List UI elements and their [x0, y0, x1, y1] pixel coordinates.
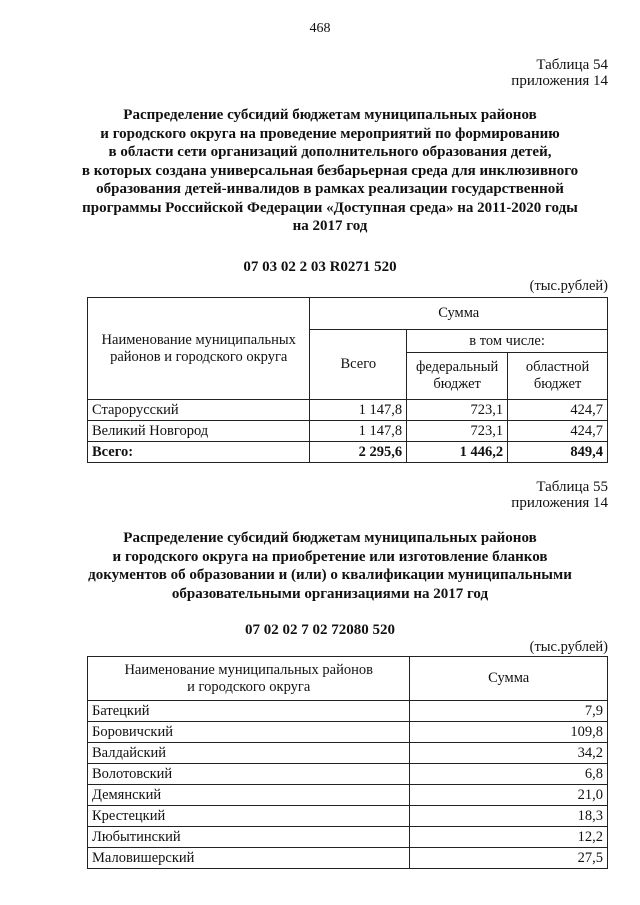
cell-federal: 1 446,2: [407, 442, 508, 463]
cell-federal: 723,1: [407, 421, 508, 442]
cell-sum: 18,3: [410, 806, 608, 827]
title-line: на 2017 год: [292, 218, 368, 234]
cell-sum: 34,2: [410, 743, 608, 764]
table55-code: 07 02 02 7 02 72080 520: [245, 622, 395, 638]
title-line: в которых создана универсальная безбарьерная среда для инклюзивного: [81, 162, 579, 179]
cell-regional: 849,4: [508, 442, 608, 463]
cell-name: Всего:: [88, 442, 310, 463]
title-line: образования детей-инвалидов в рамках реализации государственной: [96, 181, 564, 197]
header-regional: областной бюджет: [508, 353, 608, 400]
table54-code: 07 03 02 2 03 R0271 520: [243, 259, 397, 275]
title-line: Распределение субсидий бюджетам муниципальных районов: [123, 107, 537, 123]
title-line: и городского округа на проведение мероприятий по формированию: [100, 125, 560, 142]
header-name-line: Наименование муниципальных районов: [124, 661, 373, 678]
appendix-label: приложения 14: [511, 495, 608, 511]
cell-total: 2 295,6: [310, 442, 407, 463]
cell-sum: 7,9: [410, 701, 608, 722]
table54-title: [60, 106, 600, 236]
table-row: [88, 764, 608, 785]
cell-name: Любытинский: [88, 827, 410, 848]
table54: [87, 297, 608, 463]
cell-name: Батецкий: [88, 701, 410, 722]
cell-name: Боровичский: [88, 722, 410, 743]
table-row: [88, 827, 608, 848]
table55: [87, 656, 608, 869]
header-federal: федеральный бюджет: [407, 353, 508, 400]
header-name: [88, 657, 410, 701]
title-line: и городского округа на приобретение или изготовление бланков: [112, 548, 548, 565]
cell-name: Валдайский: [88, 743, 410, 764]
cell-sum: 27,5: [410, 848, 608, 869]
table-label: Таблица 55: [536, 479, 608, 495]
table55-title: [60, 529, 600, 603]
title-line: образовательными организациями на 2017 год: [171, 585, 489, 602]
appendix-label: приложения 14: [511, 73, 608, 89]
cell-federal: 723,1: [407, 400, 508, 421]
table-row: [88, 722, 608, 743]
title-line: программы Российской Федерации «Доступная среда» на 2011-2020 годы: [82, 199, 578, 216]
table-row: [88, 785, 608, 806]
cell-name: Волотовский: [88, 764, 410, 785]
table-row: [88, 400, 608, 421]
cell-name: Демянский: [88, 785, 410, 806]
table55-units: (тыс.рублей): [529, 639, 608, 655]
table-row: [88, 701, 608, 722]
header-sum: Сумма: [410, 657, 608, 701]
cell-sum: 109,8: [410, 722, 608, 743]
cell-sum: 12,2: [410, 827, 608, 848]
cell-sum: 21,0: [410, 785, 608, 806]
cell-name: Великий Новгород: [88, 421, 310, 442]
title-line: Распределение субсидий бюджетам муниципальных районов: [123, 530, 537, 546]
cell-name: Маловишерский: [88, 848, 410, 869]
cell-regional: 424,7: [508, 421, 608, 442]
cell-total: 1 147,8: [310, 400, 407, 421]
table55-label: [511, 479, 608, 511]
table54-units: (тыс.рублей): [529, 278, 608, 294]
header-name-line: и городского округа: [187, 678, 311, 695]
table-row: [88, 743, 608, 764]
header-name: Наименование муниципальных районов и городского округа: [88, 298, 310, 400]
title-line: документов об образовании и (или) о квалификации муниципальными: [88, 567, 572, 583]
cell-regional: 424,7: [508, 400, 608, 421]
cell-name: Крестецкий: [88, 806, 410, 827]
cell-sum: 6,8: [410, 764, 608, 785]
table-row: [88, 421, 608, 442]
table-row: [88, 806, 608, 827]
cell-total: 1 147,8: [310, 421, 407, 442]
table54-label: [511, 57, 608, 89]
header-including: в том числе:: [407, 330, 608, 353]
table-row: [88, 848, 608, 869]
page-number: 468: [309, 21, 331, 36]
header-total: Всего: [310, 330, 407, 400]
table-label: Таблица 54: [536, 57, 608, 73]
header-sum: Сумма: [310, 298, 608, 330]
cell-name: Старорусский: [88, 400, 310, 421]
title-line: в области сети организаций дополнительного образования детей,: [108, 144, 552, 160]
table-row: [88, 442, 608, 463]
